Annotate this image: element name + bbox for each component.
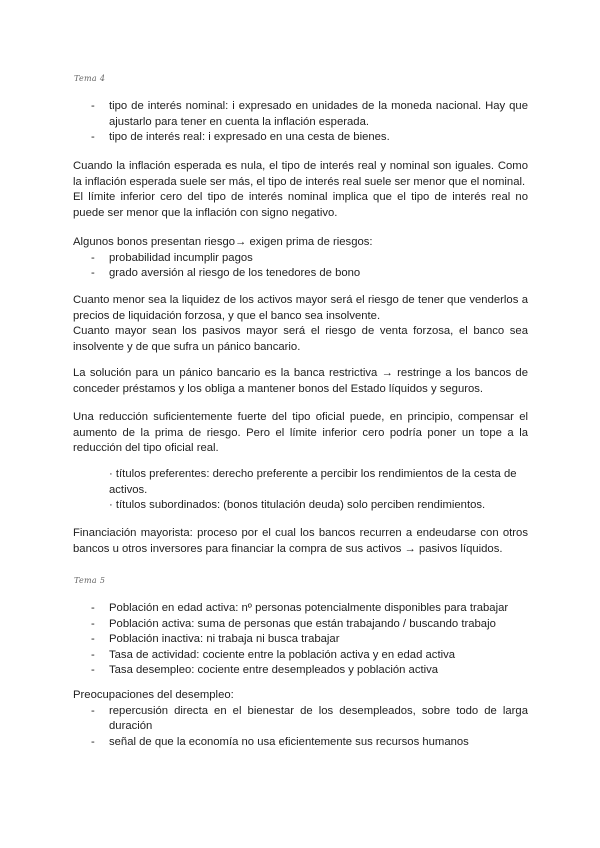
interest-rate-list: [73, 99, 528, 146]
list-item: - tipo de interés nominal: i expresado en unidades de la moneda nacional. Hay que ajustarlo para tener en cuenta la inflación esperada.: [73, 99, 528, 130]
list-item: - Tasa de actividad: cociente entre la población activa y en edad activa: [73, 648, 528, 664]
list-item: - Población en edad activa: nº personas potencialmente disponibles para trabajar: [73, 601, 528, 617]
paragraph: Una reducción suficientemente fuerte del tipo oficial puede, en principio, compensar el aumento de la prima de riesgo. Pero el límite inferior cero podría poner un tope a la reducción del tipo oficial real.: [73, 411, 528, 454]
reduction-paragraph: [73, 410, 528, 457]
concerns-section: [73, 688, 528, 750]
solution-paragraph: [73, 366, 528, 397]
section-heading-tema-5: Tema 5: [74, 576, 106, 585]
paragraph: Preocupaciones del desempleo:: [73, 689, 234, 701]
paragraph: Cuando la inflación esperada es nula, el tipo de interés real y nominal son iguales. Como la inflación esperada suele ser más, el tipo de interés real suele ser menor que el nominal.: [73, 160, 528, 188]
paragraph: Cuanto menor sea la liquidez de los activos mayor será el riesgo de tener que venderlos a precios de liquidación forzosa, y que el banco sea insolvente.: [73, 294, 528, 322]
paragraph: Algunos bonos presentan riesgo→ exigen prima de riesgos:: [73, 236, 373, 248]
definitions-list: [73, 601, 528, 679]
titles-list: [73, 467, 528, 514]
paragraph: El límite inferior cero del tipo de interés nominal implica que el tipo de interés real no puede ser menor que la inflación con signo negativo.: [73, 191, 528, 219]
section-heading-tema-4: Tema 4: [74, 74, 106, 83]
liquidity-paragraphs: [73, 293, 528, 355]
list-item: - señal de que la economía no usa eficientemente sus recursos humanos: [73, 735, 528, 751]
paragraph: La solución para un pánico bancario es la banca restrictiva → restringe a los bancos de conceder préstamos y los obliga a mantener bonos del Estado líquidos y seguros.: [73, 367, 528, 395]
list-item: - repercusión directa en el bienestar de los desempleados, sobre todo de larga duración: [73, 704, 528, 735]
list-item: - Población inactiva: ni trabaja ni busca trabajar: [73, 632, 528, 648]
list-item: - tipo de interés real: i expresado en una cesta de bienes.: [73, 130, 528, 146]
list-item: - Población activa: suma de personas que están trabajando / buscando trabajo: [73, 617, 528, 633]
inflation-paragraphs: [73, 159, 528, 221]
list-item: - grado aversión al riesgo de los tenedores de bono: [73, 266, 528, 282]
list-item: · títulos subordinados: (bonos titulación deuda) solo perciben rendimientos.: [109, 499, 486, 511]
paragraph: Cuanto mayor sean los pasivos mayor será el riesgo de venta forzosa, el banco sea insolvente y de que sufra un pánico bancario.: [73, 325, 528, 353]
list-item: - probabilidad incumplir pagos: [73, 251, 528, 267]
list-item: - Tasa desempleo: cociente entre desempleados y población activa: [73, 663, 528, 679]
list-item: · títulos preferentes: derecho preferente a percibir los rendimientos de la cesta de activos.: [109, 468, 517, 496]
paragraph: Financiación mayorista: proceso por el cual los bancos recurren a endeudarse con otros bancos u otros inversores para financiar la compra de sus activos → pasivos líquidos.: [73, 527, 528, 555]
financing-paragraph: [73, 526, 528, 557]
bonds-section: [73, 235, 528, 282]
